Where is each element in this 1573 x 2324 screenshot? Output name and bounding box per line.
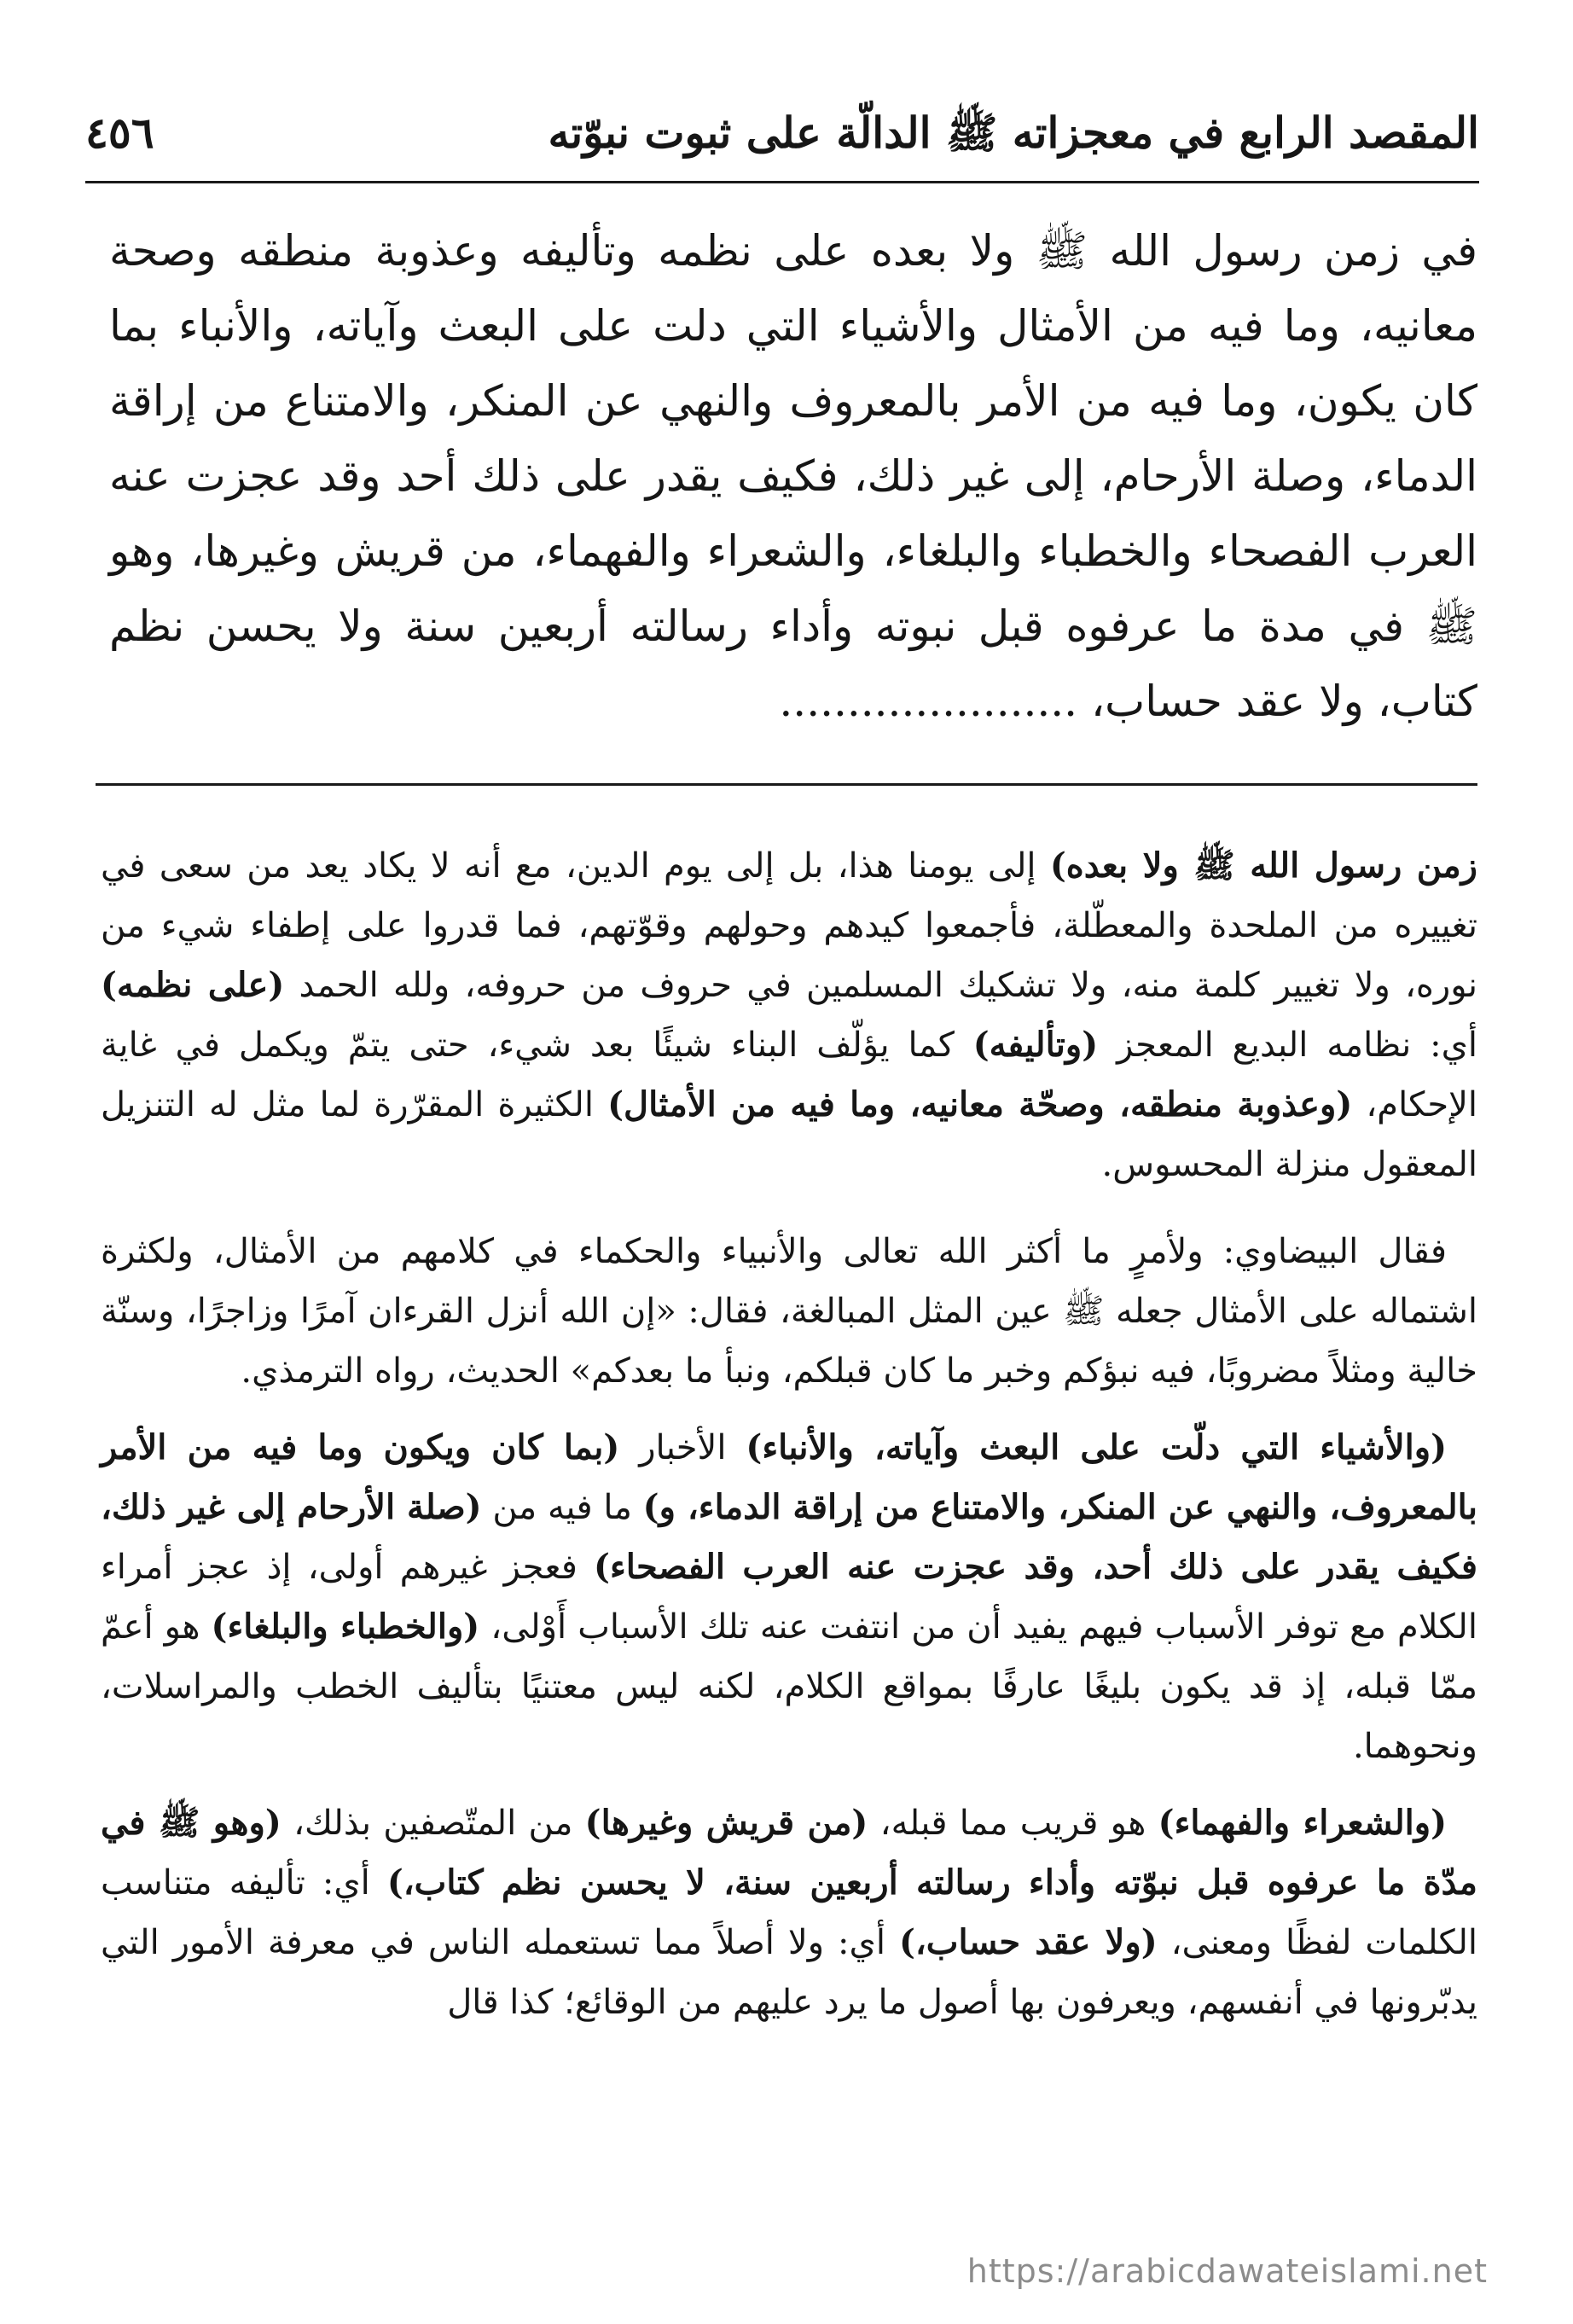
bold-quote: (من قريش وغيرها)	[584, 1803, 868, 1843]
commentary-paragraph-2	[101, 1222, 1477, 1401]
main-text	[109, 213, 1477, 739]
bold-quote: (والأشياء التي دلّت على البعث وآياته، والأنباء)	[746, 1427, 1447, 1467]
commentary-text: أي: تأليفه متناسب الكلمات لفظًا ومعنى،	[101, 1863, 1478, 1962]
commentary-text: كما يؤلّف البناء شيئًا بعد شيء، حتى يتمّ ويكمل في غاية الإحكام،	[101, 1025, 1477, 1124]
commentary-paragraph-3	[101, 1418, 1477, 1776]
bold-quote: (صلة الأرحام إلى غير ذلك، فكيف يقدر على ذلك أحد، وقد عجزت عنه العرب الفصحاء)	[101, 1487, 1478, 1587]
commentary	[101, 836, 1477, 2060]
bold-quote: (على نظمه)	[101, 965, 285, 1005]
ellipsis-dots: ......................	[779, 677, 1078, 726]
commentary-paragraph-1	[101, 836, 1477, 1194]
main-paragraph-text: في زمن رسول الله ﷺ ولا بعده على نظمه وتأليفه وعذوبة منطقه وصحة معانيه، وما فيه من الأمثال والأشياء التي دلت على البعث وآياته، والأنباء بما كان يكون، وما فيه من الأمر بالمعروف والنهي عن المنكر، والامتناع من إراقة الدماء، وصلة الأرحام، إلى غير ذلك، فكيف يقدر على ذلك أحد وقد عجزت عنه العرب الفصحاء والخطباء والبلغاء، والشعراء والفهماء، من قريش وغيرها، وهو ﷺ في مدة ما عرفوه قبل نبوته وأداء رسالته أربعين سنة ولا يحسن نظم كتاب، ولا عقد حساب،	[109, 226, 1477, 726]
bold-quote: (والشعراء والفهماء)	[1158, 1803, 1448, 1843]
commentary-text: أي: ولا أصلاً مما تستعمله الناس في معرفة الأمور التي يدبّرونها في أنفسهم، ويعرفون بها أصول ما يرد عليهم من الوقائع؛ كذا قال	[101, 1923, 1477, 2022]
footnote-separator	[96, 783, 1477, 786]
commentary-text: هو قريب مما قبله،	[868, 1804, 1158, 1843]
commentary-text: الأخبار	[619, 1428, 746, 1467]
commentary-text: أي: نظامه البديع المعجز	[1098, 1025, 1478, 1065]
running-header	[85, 102, 1479, 183]
commentary-text: إلى يومنا هذا، بل إلى يوم الدين، مع أنه لا يكاد يعد من سعى في تغييره من الملحدة والمعطّلة، فأجمعوا كيدهم وحولهم وقوّتهم، فما قدروا على إطفاء شيء من نوره، ولا تغيير كلمة منه، ولا تشكيك المسلمين في حروف من حروفه، ولله الحمد	[101, 846, 1477, 1005]
bold-quote: (بما كان ويكون وما فيه من الأمر بالمعروف، والنهي عن المنكر، والامتناع من إراقة الدماء، و)	[101, 1427, 1477, 1527]
commentary-text: من المتّصفين بذلك،	[281, 1804, 585, 1843]
watermark: https://arabicdawateislami.net	[966, 2252, 1488, 2290]
commentary-text: ما فيه من	[481, 1488, 643, 1527]
commentary-text: هو أعمّ ممّا قبله، إذ قد يكون بليغًا عارفًا بمواقع الكلام، لكنه ليس معتنيًا بتأليف الخطب والمراسلات، ونحوهما.	[101, 1607, 1477, 1766]
commentary-text: فعجز غيرهم أولى، إذ عجز أمراء الكلام مع توفر الأسباب فيهم يفيد أن من انتفت عنه تلك الأسباب أَوْلى،	[101, 1548, 1477, 1647]
main-paragraph	[109, 213, 1477, 739]
bold-quote: (وعذوبة منطقه، وصحّة معانيه، وما فيه من الأمثال)	[607, 1084, 1353, 1124]
bold-quote: (وهو ﷺ في مدّة ما عرفوه قبل نبوّته وأداء رسالته أربعين سنة، لا يحسن نظم كتاب،)	[101, 1803, 1477, 1903]
commentary-text: فقال البيضاوي: ولأمرٍ ما أكثر الله تعالى والأنبياء والحكماء في كلامهم من الأمثال، ولكثرة اشتماله على الأمثال جعله ﷺ عين المثل المبالغة، فقال: «إن الله أنزل القرءان آمرًا وزاجرًا، وسنّة خالية ومثلاً مضروبًا، فيه نبؤكم وخبر ما كان قبلكم، ونبأ ما بعدكم» الحديث، رواه الترمذي.	[101, 1232, 1477, 1391]
bold-quote: (وتأليفه)	[972, 1025, 1099, 1065]
bold-quote: زمن رسول الله ﷺ ولا بعده)	[1049, 845, 1478, 886]
commentary-paragraph-4	[101, 1793, 1477, 2032]
bold-quote: (والخطباء والبلغاء)	[211, 1606, 480, 1647]
header-title: المقصد الرابع في معجزاته ﷺ الدالّة على ثبوت نبوّته	[548, 107, 1479, 158]
page-number: ٤٥٦	[85, 107, 154, 158]
commentary-text: الكثيرة المقرّرة لما مثل له التنزيل المعقول منزلة المحسوس.	[101, 1085, 1477, 1184]
bold-quote: (ولا عقد حساب،)	[898, 1922, 1158, 1962]
